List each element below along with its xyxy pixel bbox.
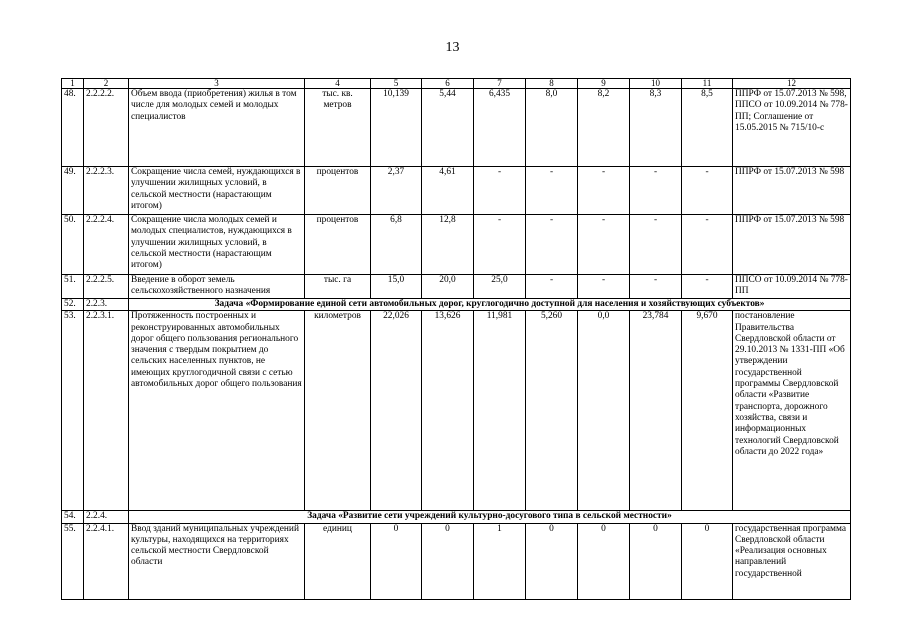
unit-cell: километров — [305, 311, 371, 511]
column-number-header: 7 — [474, 79, 526, 89]
table-row — [62, 275, 851, 299]
value-cell: - — [682, 275, 733, 299]
indicator-name: Сокращение числа семей, нуждающихся в улучшении жилищных условий, в сельской местности (нарастающим итогом) — [129, 167, 305, 215]
value-cell: 8,2 — [578, 89, 630, 167]
value-cell: 0 — [578, 523, 630, 599]
indicator-name: Объем ввода (приобретения) жилья в том числе для молодых семей и молодых специалистов — [129, 89, 305, 167]
table-header-row — [62, 79, 851, 89]
table-row — [62, 311, 851, 511]
value-cell: 11,981 — [474, 311, 526, 511]
value-cell: 0 — [630, 523, 682, 599]
source-cell: постановление Правительства Свердловской области от 29.10.2013 № 1331-ПП «Об утверждении государственной программы Свердловской области «Развитие транспорта, дорожного хозяйства, связи и информационных технологий Свердловской области до 2022 года» — [733, 311, 851, 511]
value-cell: - — [474, 215, 526, 275]
unit-cell: единиц — [305, 523, 371, 599]
value-cell: 8,0 — [526, 89, 578, 167]
value-cell: - — [578, 275, 630, 299]
task-row — [62, 299, 851, 311]
indicator-name: Сокращение числа молодых семей и молодых специалистов, нуждающихся в улучшении жилищных условий, в сельской местности (нарастающим итогом) — [129, 215, 305, 275]
column-number-header: 1 — [62, 79, 84, 89]
value-cell: 0 — [526, 523, 578, 599]
value-cell: 8,3 — [630, 89, 682, 167]
value-cell: 20,0 — [422, 275, 474, 299]
row-number: 51. — [62, 275, 84, 299]
value-cell: - — [682, 167, 733, 215]
column-number-header: 3 — [129, 79, 305, 89]
row-number: 52. — [62, 299, 84, 311]
indicator-name: Ввод зданий муниципальных учреждений культуры, находящихся на территориях сельской местности Свердловской области — [129, 523, 305, 599]
source-cell: ППСО от 10.09.2014 № 778-ПП — [733, 275, 851, 299]
table-row — [62, 523, 851, 599]
column-number-header: 4 — [305, 79, 371, 89]
source-cell: ППРФ от 15.07.2013 № 598, ППСО от 10.09.2014 № 778-ПП; Соглашение от 15.05.2015 № 715/10-с — [733, 89, 851, 167]
unit-cell: процентов — [305, 215, 371, 275]
source-cell: ППРФ от 15.07.2013 № 598 — [733, 215, 851, 275]
column-number-header: 8 — [526, 79, 578, 89]
task-title: Задача «Развитие сети учреждений культурно-досугового типа в сельской местности» — [129, 511, 851, 523]
column-number-header: 6 — [422, 79, 474, 89]
row-code: 2.2.2.4. — [84, 215, 129, 275]
source-cell: ППРФ от 15.07.2013 № 598 — [733, 167, 851, 215]
unit-cell: процентов — [305, 167, 371, 215]
value-cell: 6,8 — [371, 215, 422, 275]
row-code: 2.2.4.1. — [84, 523, 129, 599]
value-cell: 10,139 — [371, 89, 422, 167]
indicator-name: Протяженность построенных и реконструированных автомобильных дорог общего пользования регионального значения с твердым покрытием до сельских населенных пунктов, не имеющих круглогодичной связи с сетью автомобильных дорог общего пользования — [129, 311, 305, 511]
row-number: 48. — [62, 89, 84, 167]
value-cell: 1 — [474, 523, 526, 599]
value-cell: 22,026 — [371, 311, 422, 511]
task-title: Задача «Формирование единой сети автомобильных дорог, круглогодично доступной для населения и хозяйствующих субъектов» — [129, 299, 851, 311]
value-cell: 0,0 — [578, 311, 630, 511]
task-row — [62, 511, 851, 523]
value-cell: 12,8 — [422, 215, 474, 275]
value-cell: - — [682, 215, 733, 275]
value-cell: - — [526, 275, 578, 299]
row-code: 2.2.3. — [84, 299, 129, 311]
column-number-header: 2 — [84, 79, 129, 89]
value-cell: - — [474, 167, 526, 215]
row-code: 2.2.2.5. — [84, 275, 129, 299]
value-cell: - — [526, 167, 578, 215]
row-number: 54. — [62, 511, 84, 523]
indicators-table — [61, 78, 851, 600]
row-number: 49. — [62, 167, 84, 215]
value-cell: - — [578, 167, 630, 215]
row-code: 2.2.3.1. — [84, 311, 129, 511]
value-cell: 0 — [682, 523, 733, 599]
value-cell: 8,5 — [682, 89, 733, 167]
column-number-header: 5 — [371, 79, 422, 89]
value-cell: 6,435 — [474, 89, 526, 167]
value-cell: 5,260 — [526, 311, 578, 511]
value-cell: 23,784 — [630, 311, 682, 511]
value-cell: 0 — [422, 523, 474, 599]
value-cell: 15,0 — [371, 275, 422, 299]
unit-cell: тыс. га — [305, 275, 371, 299]
column-number-header: 12 — [733, 79, 851, 89]
value-cell: - — [526, 215, 578, 275]
unit-cell: тыс. кв. метров — [305, 89, 371, 167]
column-number-header: 11 — [682, 79, 733, 89]
value-cell: 13,626 — [422, 311, 474, 511]
row-number: 55. — [62, 523, 84, 599]
table-row — [62, 215, 851, 275]
value-cell: 9,670 — [682, 311, 733, 511]
row-code: 2.2.2.2. — [84, 89, 129, 167]
row-code: 2.2.4. — [84, 511, 129, 523]
value-cell: - — [630, 167, 682, 215]
value-cell: 5,44 — [422, 89, 474, 167]
source-cell: государственная программа Свердловской области «Реализация основных направлений государственной — [733, 523, 851, 599]
page-number: 13 — [445, 40, 460, 55]
row-code: 2.2.2.3. — [84, 167, 129, 215]
row-number: 53. — [62, 311, 84, 511]
column-number-header: 9 — [578, 79, 630, 89]
value-cell: - — [578, 215, 630, 275]
table-row — [62, 167, 851, 215]
row-number: 50. — [62, 215, 84, 275]
value-cell: - — [630, 215, 682, 275]
value-cell: 2,37 — [371, 167, 422, 215]
value-cell: 0 — [371, 523, 422, 599]
value-cell: 4,61 — [422, 167, 474, 215]
column-number-header: 10 — [630, 79, 682, 89]
table-row — [62, 89, 851, 167]
value-cell: 25,0 — [474, 275, 526, 299]
value-cell: - — [630, 275, 682, 299]
indicator-name: Введение в оборот земель сельскохозяйственного назначения — [129, 275, 305, 299]
